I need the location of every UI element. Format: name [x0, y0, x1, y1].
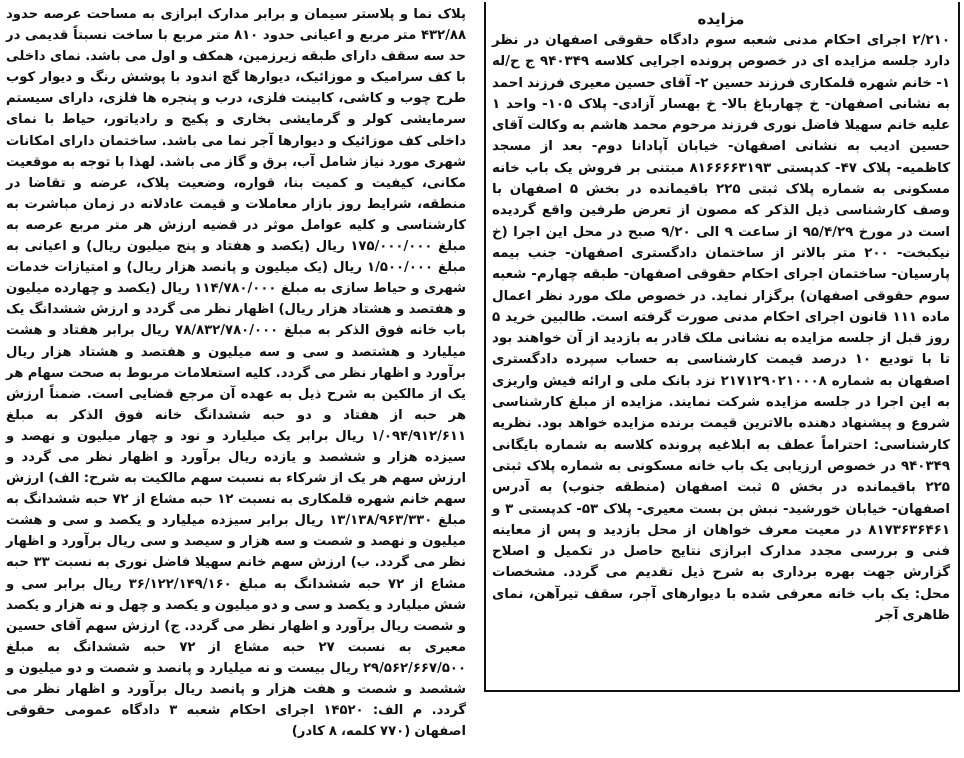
auction-notice-box [484, 2, 960, 692]
notice-continuation-text: پلاک نما و پلاستر سیمان و برابر مدارک ابرازی به مساحت عرصه حدود ۴۳۲/۸۸ متر مربع و اعیانی حدود ۸۱۰ متر مربع با ساخت نسبتاً قدیمی در حد سه سقف دارای طبقه زیرزمین، همکف و اول می باشد. نمای داخلی با کف سرامیک و موزائیک، دیوارها گچ اندود با پوشش رنگ و دیوار کوب طرح چوب و کاشی، کابینت فلزی، درب و پنجره ها فلزی، دارای سیستم سرمایشی کولر و گرمایشی بخاری و پکیج و رادیاتور، حیاط با نمای داخلی کف موزائیک و دیوارها آجر نما می باشد. ساختمان دارای امکانات شهری مورد نیاز شامل آب، برق و گاز می باشد. لهذا با توجه به موقعیت مکانی، کیفیت و کمیت بنا، قواره، وضعیت پلاک، عرضه و تقاضا در منطقه، شرایط روز بازار معاملات و قیمت عادلانه در زمان مباشرت به کارشناسی و کلیه عوامل موثر در قضیه ارزش هر متر مربع عرصه به مبلغ ۱۷۵/۰۰۰/۰۰۰ ریال (یکصد و هفتاد و پنج میلیون ریال) و اعیانی به مبلغ ۱/۵۰۰/۰۰۰ ریال (یک میلیون و پانصد هزار ریال) و امتیازات خدمات شهری و حیاط سازی به مبلغ ۱۱۴/۷۸۰/۰۰۰ ریال (یکصد و چهارده میلیون و هفتصد و هشتاد هزار ریال) اظهار نظر می گردد و ارزش ششدانگ یک باب خانه فوق الذکر به مبلغ ۷۸/۸۳۲/۷۸۰/۰۰۰ ریال برابر هفتاد و هشت میلیارد و هشتصد و سی و سه میلیون و هفتصد و هشتاد هزار ریال برآورد و اظهار نظر می گردد. کلیه استعلامات مربوط به صحت سهام هر یک از مالکین به شرح ذیل به عهده آن مرجع قضایی است. ضمناً ارزش هر حبه از هفتاد و دو حبه ششدانگ خانه فوق الذکر به مبلغ ۱/۰۹۴/۹۱۲/۶۱۱ ریال برابر یک میلیارد و نود و چهار میلیون و نهصد و سیزده هزار و ششصد و یازده ریال برآورد و اظهار نظر می گردد و ارزش سهم هر یک از شرکاء به نسبت سهم مالکیت به شرح: الف) ارزش سهم خانم شهره قلمکاری به نسبت ۱۲ حبه مشاع از ۷۲ حبه ششدانگ به مبلغ ۱۳/۱۳۸/۹۶۳/۳۳۰ ریال برابر سیزده میلیارد و یکصد و سی و هشت میلیون و نهصد و شصت و سه هزار و سیصد و سی ریال برآورد و اظهار نظر می گردد. ب) ارزش سهم خانم سهیلا فاضل نوری به نسبت ۳۳ حبه مشاع از ۷۲ حبه ششدانگ به مبلغ ۳۶/۱۲۲/۱۴۹/۱۶۰ ریال برابر سی و شش میلیارد و یکصد و سی و دو میلیون و یکصد و چهل و نه هزار و یکصد و شصت ریال برآورد و اظهار نظر می گردد. ج) ارزش سهم آقای حسین معیری به نسبت ۲۷ حبه مشاع از ۷۲ حبه ششدانگ به مبلغ ۲۹/۵۶۲/۶۶۷/۵۰۰ ریال بیست و نه میلیارد و پانصد و شصت و دو میلیون و ششصد و شصت و هفت هزار و پانصد ریال برآورد و اظهار نظر می گردد. م الف: ۱۴۵۲۰ اجرای احکام شعبه ۳ دادگاه عمومی حقوقی اصفهان (۷۷۰ کلمه، ۸ کادر) [6, 7, 467, 740]
notice-continuation-column [2, 2, 472, 756]
notice-main-text: ۲/۲۱۰ اجرای احکام مدنی شعبه سوم دادگاه حقوقی اصفهان در نظر دارد جلسه مزایده ای در خصوص پرونده اجرایی کلاسه ۹۴۰۳۴۹ ج ح/له ۱- خانم شهره قلمکاری فرزند حسین ۲- آقای حسین معیری فرزند احمد به نشانی اصفهان- خ چهارباغ بالا- خ بهسار آزادی- پلاک ۱۰۵- واحد ۱ علیه خانم سهیلا فاضل نوری فرزند مرحوم محمد هاشم به وکالت آقای حسین ادیب به نشانی اصفهان- خیابان آپادانا دوم- بعد از مسجد کاظمیه- پلاک ۴۷- کدپستی ۸۱۶۶۶۶۳۱۹۳ مبتنی بر فروش یک باب خانه مسکونی به شماره پلاک ثبتی ۲۲۵ باقیمانده در بخش ۵ اصفهان با وصف کارشناسی ذیل الذکر که مصون از تعرض طرفین واقع گردیده است در مورخ ۹۵/۴/۲۹ از ساعت ۹ الی ۹/۲۰ صبح در محل این اجرا (خ نیکبخت- ۲۰۰ متر بالاتر از ساختمان دادگستری اصفهان- جنب بیمه پارسیان- ساختمان اجرای احکام حقوقی اصفهان- طبقه چهارم- شعبه سوم حقوقی اصفهان) برگزار نماید. در خصوص ملک مورد نظر اعمال ماده ۱۱۱ قانون اجرای احکام مدنی صورت گرفته است. طالبین خرید ۵ روز قبل از جلسه مزایده به نشانی ملک قادر به بازدید از آن خواهند بود تا با تودیع ۱۰ درصد قیمت کارشناسی به حساب سپرده دادگستری اصفهان به شماره ۲۱۷۱۲۹۰۲۱۰۰۰۸ نزد بانک ملی و ارائه فیش واریزی به این اجرا در جلسه مزایده شرکت نمایند. مزایده از مبلغ کارشناسی شروع و پیشنهاد دهنده بالاترین قیمت برنده مزایده خواهد بود. نظریه کارشناسی: احتراماً عطف به ابلاغیه پرونده کلاسه به شماره بایگانی ۹۴۰۳۴۹ در خصوص ارزیابی یک باب خانه مسکونی به شماره پلاک ثبتی ۲۲۵ باقیمانده در بخش ۵ ثبت اصفهان (منطقه جنوب) به آدرس اصفهان- خیابان خورشید- نبش بن بست معیری- پلاک ۵۳- کدپستی ۳ و ۸۱۷۳۶۳۶۴۶۱ در معیت معرف خواهان از محل بازدید و پس از معاینه فنی و بررسی مجدد مدارک ابرازی نتایج حاصل در تکمیل و اصلاح گزارش جهت بهره برداری به شرح ذیل تقدیم می گردد. مشخصات محل: یک باب خانه معرفی شده با دیوارهای آجر، سقف تیرآهن، نمای ظاهری آجر [492, 33, 951, 624]
notice-title: مزایده [697, 10, 745, 28]
